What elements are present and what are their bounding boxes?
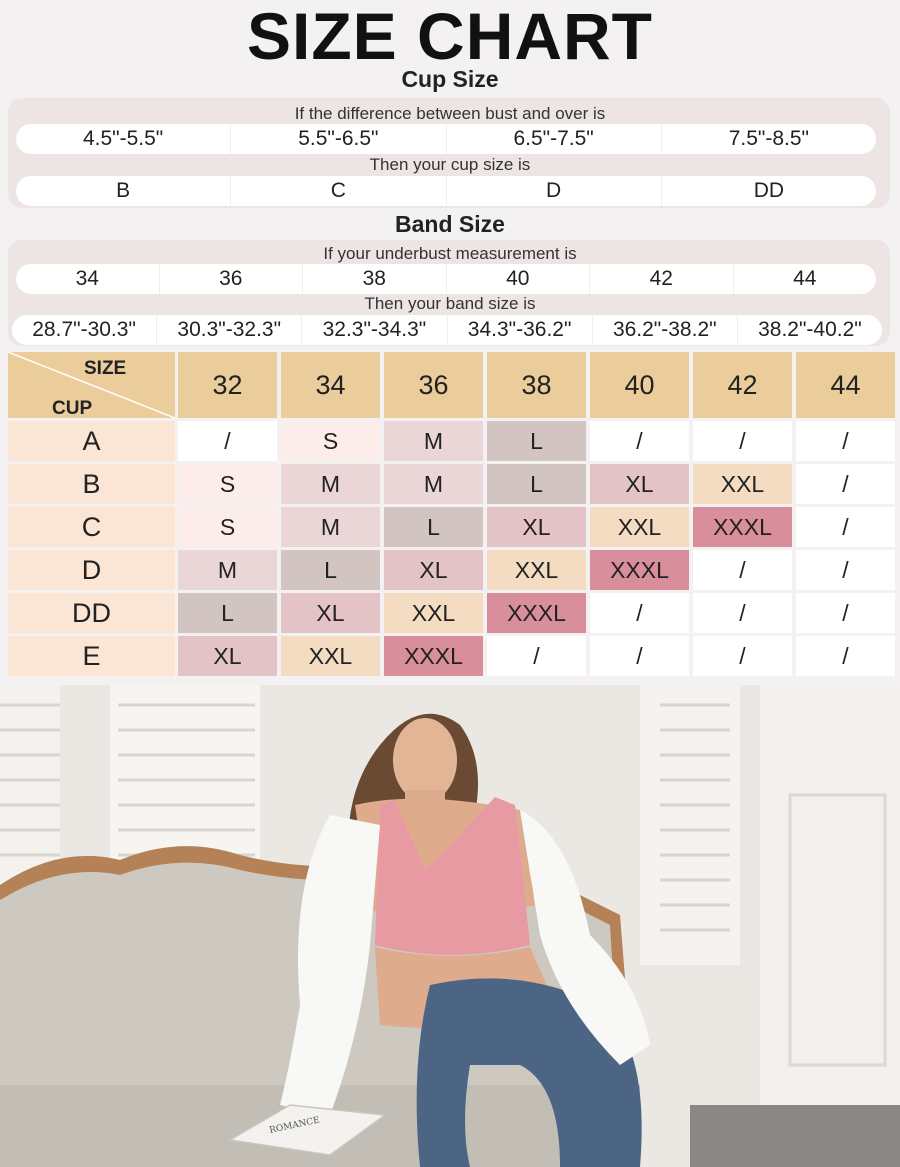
size-cell: S — [281, 421, 380, 461]
band-header: 44 — [796, 352, 895, 418]
size-cell: XL — [178, 636, 277, 676]
underbust-cell: 44 — [793, 267, 817, 290]
size-cell: XXXL — [590, 550, 689, 590]
size-cell: XXL — [693, 464, 792, 504]
size-cell: / — [796, 464, 895, 504]
size-cell: XXL — [281, 636, 380, 676]
band-cell: 30.3"-32.3" — [157, 315, 302, 345]
size-cell: / — [178, 421, 277, 461]
size-cell: L — [178, 593, 277, 633]
band-header: 38 — [487, 352, 586, 418]
size-cell: M — [384, 464, 483, 504]
size-cell: XL — [590, 464, 689, 504]
band-header: 40 — [590, 352, 689, 418]
band-size-row — [12, 315, 882, 345]
size-cell: L — [281, 550, 380, 590]
difference-cell: 5.5"-6.5" — [231, 124, 446, 154]
size-cell: / — [796, 636, 895, 676]
band-header: 34 — [281, 352, 380, 418]
band-header: 42 — [693, 352, 792, 418]
size-cell: / — [796, 421, 895, 461]
size-cell: / — [693, 636, 792, 676]
underbust-cell: 38 — [303, 264, 447, 294]
size-cell: S — [178, 507, 277, 547]
cup-header: DD — [8, 593, 175, 633]
size-cell: L — [487, 464, 586, 504]
underbust-row — [16, 264, 876, 294]
band-caption-2: Then your band size is — [364, 294, 536, 313]
model-photo — [0, 685, 900, 1167]
cup-header: B — [8, 464, 175, 504]
size-chart-title: SIZE CHART — [247, 0, 653, 73]
size-cell: XXXL — [487, 593, 586, 633]
band-header: 36 — [384, 352, 483, 418]
size-cell: XXL — [590, 507, 689, 547]
cup-cell: D — [447, 176, 662, 206]
cup-cell: B — [16, 176, 231, 206]
cup-size-title: Cup Size — [401, 66, 499, 92]
size-cell: / — [796, 593, 895, 633]
band-size-title: Band Size — [395, 211, 505, 237]
size-cell: XL — [487, 507, 586, 547]
underbust-cell: 34 — [16, 264, 160, 294]
band-cell: 28.7"-30.3" — [12, 315, 157, 345]
size-cell: M — [178, 550, 277, 590]
grid-corner — [8, 352, 175, 418]
size-cell: XL — [384, 550, 483, 590]
difference-cell: 7.5"-8.5" — [728, 127, 810, 150]
underbust-cell: 40 — [447, 264, 591, 294]
band-cell: 32.3"-34.3" — [302, 315, 447, 345]
band-header: 32 — [178, 352, 277, 418]
size-cell: / — [693, 593, 792, 633]
size-cell: / — [796, 507, 895, 547]
cup-header: D — [8, 550, 175, 590]
size-cell: XXL — [384, 593, 483, 633]
size-cell: M — [281, 464, 380, 504]
magazine-text: ROMANCE — [268, 1115, 321, 1136]
size-cell: / — [487, 636, 586, 676]
difference-cell: 6.5"-7.5" — [447, 124, 662, 154]
size-cell: M — [384, 421, 483, 461]
cup-caption-1: If the difference between bust and over is — [294, 104, 606, 123]
cup-caption-2: Then your cup size is — [369, 155, 531, 174]
underbust-cell: 36 — [160, 264, 304, 294]
size-cell: / — [590, 421, 689, 461]
band-cell: 36.2"-38.2" — [593, 315, 738, 345]
size-cell: / — [590, 593, 689, 633]
size-cell: XXXL — [693, 507, 792, 547]
size-cell: L — [487, 421, 586, 461]
size-cell: XL — [281, 593, 380, 633]
cup-size-row — [16, 176, 876, 206]
size-cell: L — [384, 507, 483, 547]
band-cell: 38.2"-40.2" — [758, 318, 862, 341]
size-cell: XXL — [487, 550, 586, 590]
cup-header: C — [8, 507, 175, 547]
band-caption-1: If your underbust measurement is — [323, 244, 577, 263]
cup-header: E — [8, 636, 175, 676]
size-cell: / — [590, 636, 689, 676]
cup-header: A — [8, 421, 175, 461]
size-cell: M — [281, 507, 380, 547]
size-cell: / — [796, 550, 895, 590]
model-photo-illustration — [0, 685, 900, 1167]
cup-difference-row — [16, 124, 876, 154]
band-cell: 34.3"-36.2" — [448, 315, 593, 345]
cup-cell: C — [231, 176, 446, 206]
size-cell: XXXL — [384, 636, 483, 676]
difference-cell: 4.5"-5.5" — [16, 124, 231, 154]
size-cell: / — [693, 421, 792, 461]
size-cell: / — [693, 550, 792, 590]
cup-cell: DD — [753, 179, 785, 202]
corner-cup-label: CUP — [52, 398, 93, 419]
corner-size-label: SIZE — [84, 358, 127, 379]
size-cell: S — [178, 464, 277, 504]
underbust-cell: 42 — [590, 264, 734, 294]
